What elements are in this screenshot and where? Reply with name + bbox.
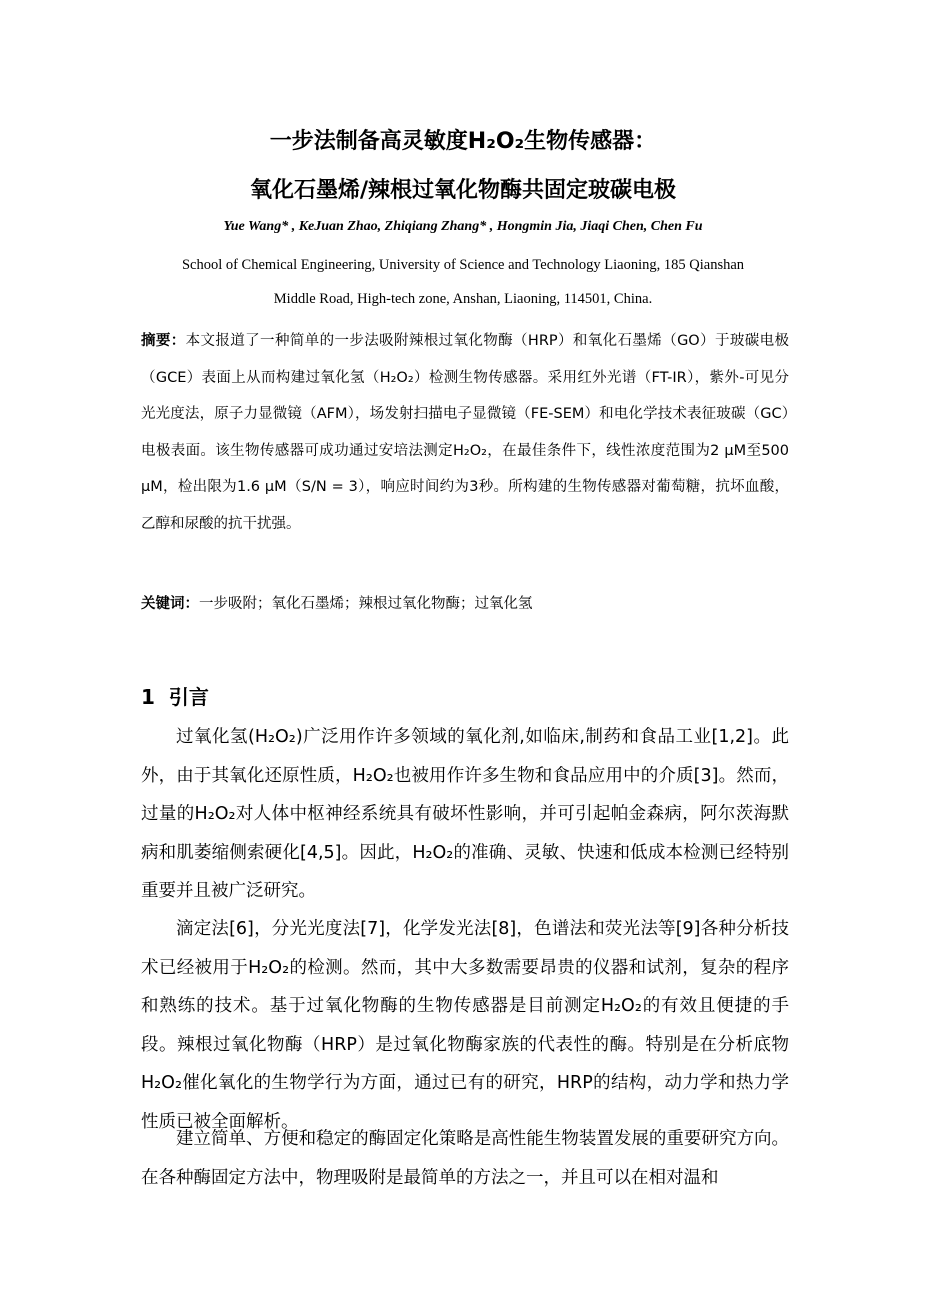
paper-title-line2: 氧化石墨烯/辣根过氧化物酶共固定玻碳电极 — [249, 178, 677, 203]
affiliation-line2: Middle Road, High-tech zone, Anshan, Liaoning, 114501, China. — [273, 291, 653, 307]
keywords-label: 关键词： — [141, 596, 199, 612]
affiliation-line1: School of Chemical Engineering, University of Science and Technology Liaoning, 185 Qianshan — [181, 257, 745, 273]
keywords — [141, 592, 789, 613]
section-heading — [141, 681, 209, 710]
abstract-label: 摘要： — [141, 333, 186, 349]
abstract — [141, 323, 789, 542]
body-paragraph: 建立简单、方便和稳定的酶固定化策略是高性能生物装置发展的重要研究方向。在各种酶固定方法中，物理吸附是最简单的方法之一，并且可以在相对温和 — [141, 1129, 789, 1188]
section-number: 1 — [141, 685, 155, 709]
author-list: Yue Wang* , KeJuan Zhao, Zhiqiang Zhang* , Hongmin Jia, Jiaqi Chen, Chen Fu — [223, 219, 703, 234]
body-paragraph: 过氧化氢(H₂O₂)广泛用作许多领域的氧化剂,如临床,制药和食品工业[1,2]。此外，由于其氧化还原性质，H₂O₂也被用作许多生物和食品应用中的介质[3]。然而，过量的H₂O₂对人体中枢神经系统具有破坏性影响，并可引起帕金森病，阿尔茨海默病和肌萎缩侧索硬化[4,5]。因此，H₂O₂的准确、灵敏、快速和低成本检测已经特别重要并且被广泛研究。 — [141, 727, 789, 901]
body-paragraph: 滴定法[6]，分光光度法[7]，化学发光法[8]，色谱法和荧光法等[9]各种分析技术已经被用于H₂O₂的检测。然而，其中大多数需要昂贵的仪器和试剂，复杂的程序和熟练的技术。基于过氧化物酶的生物传感器是目前测定H₂O₂的有效且便捷的手段。辣根过氧化物酶（HRP）是过氧化物酶家族的代表性的酶。特别是在分析底物H₂O₂催化氧化的生物学行为方面，通过已有的研究，HRP的结构，动力学和热力学性质已被全面解析。 — [141, 919, 789, 1132]
keywords-text: 一步吸附；氧化石墨烯；辣根过氧化物酶；过氧化氢 — [199, 596, 533, 612]
abstract-text: 本文报道了一种简单的一步法吸附辣根过氧化物酶（HRP）和氧化石墨烯（GO）于玻碳电极（GCE）表面上从而构建过氧化氢（H₂O₂）检测生物传感器。采用红外光谱（FT-IR），紫外-可见分光光度法，原子力显微镜（AFM），场发射扫描电子显微镜（FE-SEM）和电化学技术表征玻碳（GC）电极表面。该生物传感器可成功通过安培法测定H₂O₂，在最佳条件下，线性浓度范围为2 μM至500 μM，检出限为1.6 μM（S/N = 3），响应时间约为3秒。所构建的生物传感器对葡萄糖，抗坏血酸，乙醇和尿酸的抗干扰强。 — [141, 333, 790, 532]
paper-title-line1: 一步法制备高灵敏度H₂O₂生物传感器： — [269, 129, 657, 154]
section-title: 引言 — [168, 685, 209, 709]
